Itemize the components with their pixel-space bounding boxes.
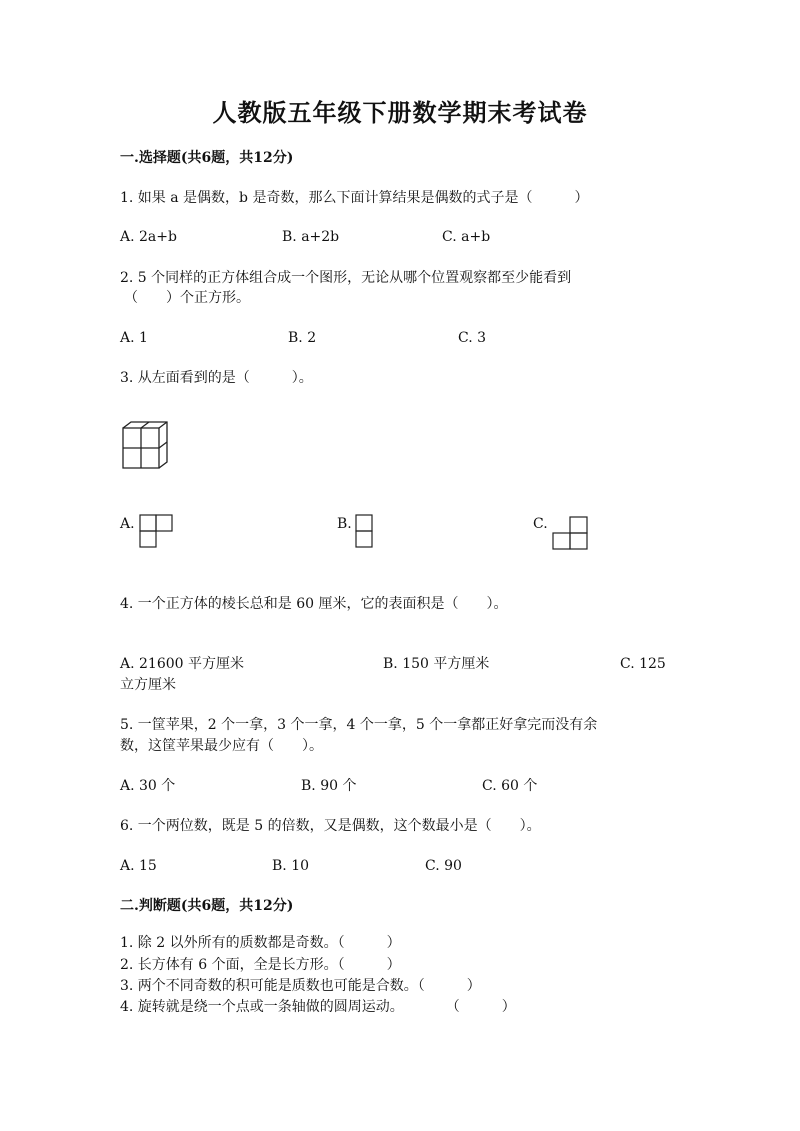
option-a-shape	[139, 514, 175, 550]
option-c-shape	[552, 516, 590, 552]
page-title: 人教版五年级下册数学期末考试卷	[212, 98, 588, 127]
question-1-option-c: C. a+b	[442, 229, 491, 245]
question-6-option-b: B. 10	[272, 858, 310, 874]
judgment-item-2: 2. 长方体有 6 个面，全是长方形。（ ）	[120, 957, 401, 973]
section-heading-choice: 一.选择题(共6题，共12分)	[120, 150, 294, 166]
question-4-option-b: B. 150 平方厘米	[383, 656, 490, 672]
question-3-option-b: B.	[337, 516, 352, 532]
question-4-option-a: A. 21600 平方厘米	[120, 656, 244, 672]
section-heading-judgment: 二.判断题(共6题，共12分)	[120, 898, 294, 914]
question-5-stem-line1: 5. 一筐苹果，2 个一拿，3 个一拿，4 个一拿，5 个一拿都正好拿完而没有余	[120, 717, 598, 733]
question-2-option-b: B. 2	[288, 330, 317, 346]
question-6-option-a: A. 15	[120, 858, 157, 874]
judgment-item-1: 1. 除 2 以外所有的质数都是奇数。（ ）	[120, 935, 401, 951]
question-4-option-c: C. 125	[620, 656, 666, 672]
question-3-stem: 3. 从左面看到的是（ ）。	[120, 370, 313, 386]
question-1-stem: 1. 如果 a 是偶数，b 是奇数，那么下面计算结果是偶数的式子是（ ）	[120, 190, 589, 206]
question-3-option-a: A.	[120, 516, 135, 532]
question-6-stem: 6. 一个两位数，既是 5 的倍数，又是偶数，这个数最小是（ ）。	[120, 818, 541, 834]
question-6-option-c: C. 90	[425, 858, 462, 874]
question-5-stem-line2: 数，这筐苹果最少应有（ ）。	[120, 738, 323, 754]
question-4-option-c-continued: 立方厘米	[120, 677, 176, 693]
cube-figure	[120, 420, 172, 472]
question-5-option-a: A. 30 个	[120, 778, 176, 794]
question-2-stem-line1: 2. 5 个同样的正方体组合成一个图形，无论从哪个位置观察都至少能看到	[120, 270, 572, 286]
question-2-stem-line2: （ ）个正方形。	[124, 290, 250, 306]
question-5-option-c: C. 60 个	[482, 778, 538, 794]
question-1-option-b: B. a+2b	[282, 229, 340, 245]
question-1-option-a: A. 2a+b	[120, 229, 177, 245]
question-2-option-c: C. 3	[458, 330, 487, 346]
question-5-option-b: B. 90 个	[301, 778, 357, 794]
question-4-stem: 4. 一个正方体的棱长总和是 60 厘米，它的表面积是（ ）。	[120, 596, 508, 612]
judgment-item-3: 3. 两个不同奇数的积可能是质数也可能是合数。（ ）	[120, 978, 481, 994]
option-b-shape	[355, 514, 375, 550]
question-2-option-a: A. 1	[120, 330, 148, 346]
judgment-item-4: 4. 旋转就是绕一个点或一条轴做的圆周运动。 （ ）	[120, 999, 516, 1015]
question-3-option-c: C.	[533, 516, 548, 532]
